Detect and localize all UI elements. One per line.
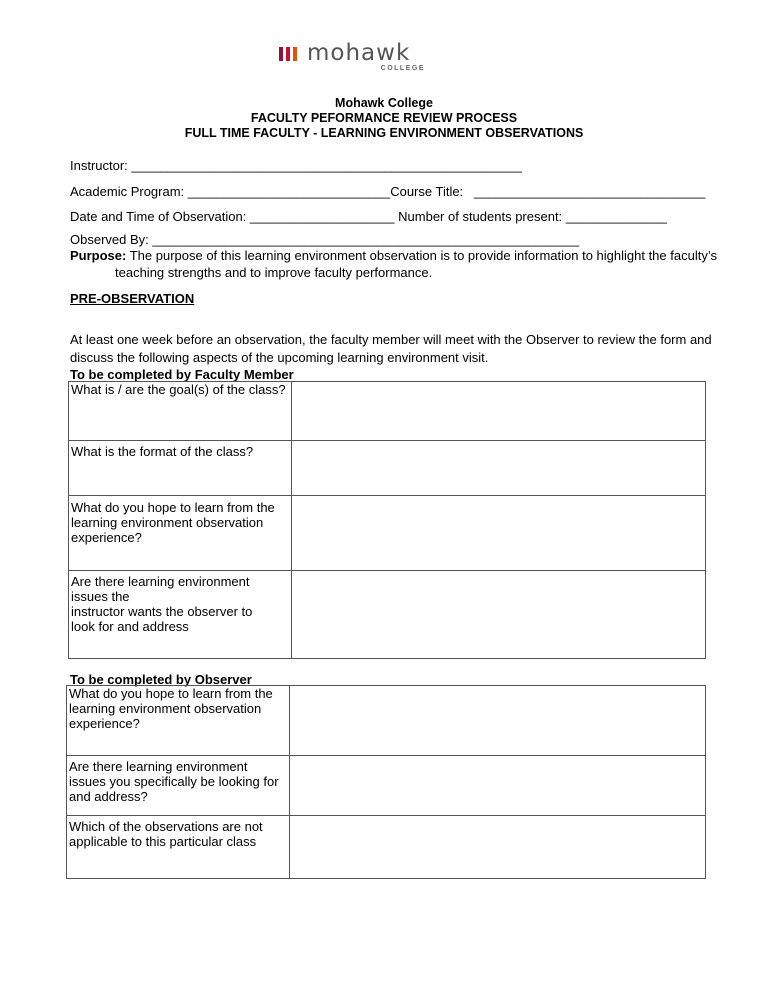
observer-table: [66, 685, 706, 879]
answer-cell[interactable]: [292, 571, 706, 659]
faculty-table-caption: To be completed by Faculty Member: [70, 367, 294, 382]
instructor-field[interactable]: Instructor: ______________________________________________________: [70, 158, 522, 173]
mohawk-logo: [277, 40, 437, 76]
pre-observation-heading: PRE-OBSERVATION: [70, 291, 195, 306]
answer-cell[interactable]: [290, 756, 706, 816]
answer-cell[interactable]: [290, 816, 706, 879]
program-course-field[interactable]: Academic Program: ____________________________Course Title: ________________________________: [70, 184, 706, 199]
answer-cell[interactable]: [292, 382, 706, 441]
question-cell: Which of the observations are not applicable to this particular class: [67, 816, 290, 879]
table-row: [67, 756, 706, 816]
purpose-label: Purpose:: [70, 248, 127, 263]
table-row: [69, 441, 706, 496]
question-cell: What is the format of the class?: [69, 441, 292, 496]
header-college: Mohawk College: [335, 96, 433, 110]
logo-text: mohawk: [307, 40, 411, 66]
faculty-table: [68, 381, 706, 659]
table-row: [67, 816, 706, 879]
question-cell: What is / are the goal(s) of the class?: [69, 382, 292, 441]
logo-subtext: COLLEGE: [380, 65, 425, 72]
observer-table-caption: To be completed by Observer: [70, 672, 252, 687]
answer-cell[interactable]: [290, 686, 706, 756]
purpose-line1: The purpose of this learning environment observation is to provide information to highlight the faculty’s: [126, 248, 717, 263]
table-row: [69, 496, 706, 571]
header-subtitle: FULL TIME FACULTY - LEARNING ENVIRONMENT OBSERVATIONS: [184, 126, 584, 140]
table-row: [69, 571, 706, 659]
purpose-line2: teaching strengths and to improve faculty performance.: [115, 265, 433, 280]
observed-by-field[interactable]: Observed By: ___________________________________________________________: [70, 232, 579, 247]
question-cell: Are there learning environment issues you specifically be looking for and address?: [67, 756, 290, 816]
table-row: [67, 686, 706, 756]
question-cell: Are there learning environment issues the instructor wants the observer to look for and address: [69, 571, 292, 659]
question-cell: What do you hope to learn from the learning environment observation experience?: [67, 686, 290, 756]
table-row: [69, 382, 706, 441]
pre-observation-intro: At least one week before an observation, the faculty member will meet with the Observer to review the form and discuss the following aspects of the upcoming learning environment visit.: [70, 332, 712, 365]
header-process: FACULTY PEFORMANCE REVIEW PROCESS: [250, 111, 518, 125]
question-cell: What do you hope to learn from the learning environment observation experience?: [69, 496, 292, 571]
answer-cell[interactable]: [292, 441, 706, 496]
answer-cell[interactable]: [292, 496, 706, 571]
date-students-field[interactable]: Date and Time of Observation: ____________________ Number of students present: ______________: [70, 209, 667, 224]
purpose-text: [70, 247, 720, 281]
